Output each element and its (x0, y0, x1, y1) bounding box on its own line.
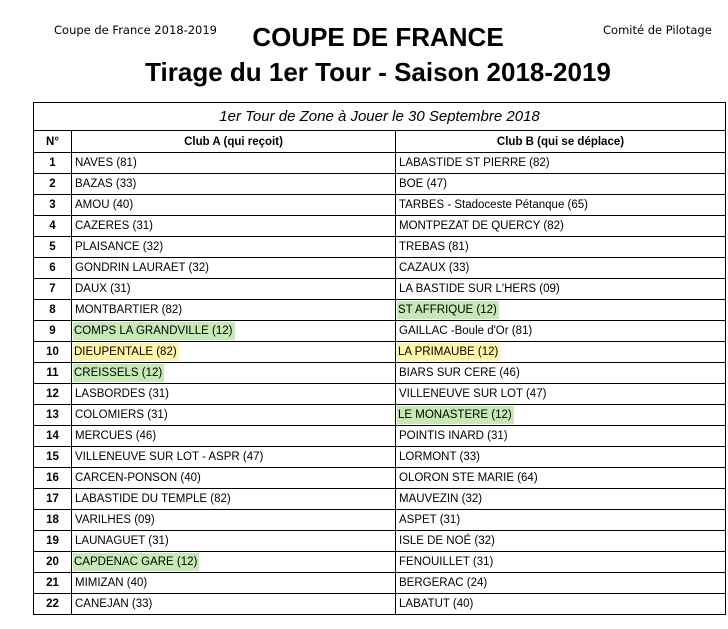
table-row (34, 594, 726, 615)
table-row (34, 342, 726, 363)
table-row (34, 531, 726, 552)
club-b-cell (396, 573, 726, 594)
club-b-cell (396, 195, 726, 216)
club-a-name: MONTBARTIER (82) (75, 304, 183, 316)
club-a-name: BAZAS (33) (75, 178, 137, 190)
club-b-cell (396, 237, 726, 258)
row-number: 17 (34, 489, 72, 510)
club-b-name: ASPET (31) (399, 514, 461, 526)
club-b-cell (396, 384, 726, 405)
row-number: 13 (34, 405, 72, 426)
table-row (34, 552, 726, 573)
club-b-name: LORMONT (33) (399, 451, 480, 463)
club-b-cell (396, 468, 726, 489)
table-row (34, 426, 726, 447)
club-a-name: PLAISANCE (32) (75, 241, 164, 253)
club-b-cell (396, 321, 726, 342)
club-a-cell (72, 573, 396, 594)
club-b-name: CAZAUX (33) (399, 262, 470, 274)
row-number: 10 (34, 342, 72, 363)
club-a-name: VARILHES (09) (75, 514, 155, 526)
club-b-name: BERGERAC (24) (399, 577, 488, 589)
row-number: 1 (34, 153, 72, 174)
club-b-cell (396, 216, 726, 237)
club-a-name: CAZERES (31) (75, 220, 153, 232)
club-a-name: MERCUES (46) (75, 430, 157, 442)
club-b-cell (396, 300, 726, 321)
row-number: 16 (34, 468, 72, 489)
header-right-label: Comité de Pilotage (603, 23, 712, 37)
table-header-row (34, 131, 726, 153)
club-a-cell (72, 153, 396, 174)
club-b-cell (396, 426, 726, 447)
club-b-cell (396, 552, 726, 573)
club-b-cell (396, 489, 726, 510)
row-number: 22 (34, 594, 72, 615)
club-a-cell (72, 594, 396, 615)
club-b-name: TREBAS (81) (399, 241, 469, 253)
club-a-cell (72, 447, 396, 468)
row-number: 15 (34, 447, 72, 468)
club-a-cell (72, 405, 396, 426)
club-b-name: LABASTIDE ST PIERRE (82) (399, 157, 550, 169)
club-a-name: CARCEN-PONSON (40) (75, 472, 201, 484)
club-b-cell (396, 510, 726, 531)
club-a-name: NAVES (81) (75, 157, 137, 169)
row-number: 18 (34, 510, 72, 531)
club-b-cell (396, 363, 726, 384)
club-a-cell (72, 321, 396, 342)
table-row (34, 300, 726, 321)
club-b-name: LE MONASTERE (12) (397, 406, 514, 424)
row-number: 12 (34, 384, 72, 405)
club-a-cell (72, 300, 396, 321)
club-a-name: GONDRIN LAURAET (32) (75, 262, 209, 274)
club-a-cell (72, 426, 396, 447)
row-number: 3 (34, 195, 72, 216)
page-subtitle: Tirage du 1er Tour - Saison 2018-2019 (145, 57, 611, 87)
club-b-name: FENOUILLET (31) (399, 556, 494, 568)
club-b-name: POINTIS INARD (31) (399, 430, 508, 442)
table-row (34, 363, 726, 384)
club-a-cell (72, 342, 396, 363)
club-a-cell (72, 258, 396, 279)
club-a-cell (72, 384, 396, 405)
club-a-name: COMPS LA GRANDVILLE (12) (73, 322, 235, 340)
row-number: 20 (34, 552, 72, 573)
club-a-cell (72, 468, 396, 489)
club-b-cell (396, 174, 726, 195)
club-b-cell (396, 153, 726, 174)
club-b-cell (396, 405, 726, 426)
column-header-club-a: Club A (qui reçoit) (72, 131, 396, 153)
column-header-club-b: Club B (qui se déplace) (396, 131, 726, 153)
row-number: 6 (34, 258, 72, 279)
club-a-cell (72, 216, 396, 237)
club-b-cell (396, 342, 726, 363)
table-row (34, 489, 726, 510)
table-row (34, 216, 726, 237)
club-b-name: VILLENEUVE SUR LOT (47) (399, 388, 547, 400)
table-row (34, 447, 726, 468)
club-a-name: CAPDENAC GARE (12) (73, 553, 199, 571)
club-a-cell (72, 510, 396, 531)
column-header-num: N° (34, 131, 72, 153)
club-a-cell (72, 279, 396, 300)
table-row (34, 174, 726, 195)
club-b-name: TARBES - Stadoceste Pétanque (65) (399, 199, 588, 211)
table-row (34, 195, 726, 216)
club-b-cell (396, 279, 726, 300)
club-b-name: LABATUT (40) (399, 598, 474, 610)
table-row (34, 405, 726, 426)
row-number: 21 (34, 573, 72, 594)
club-b-name: MAUVEZIN (32) (399, 493, 483, 505)
club-a-name: VILLENEUVE SUR LOT - ASPR (47) (75, 451, 264, 463)
row-number: 5 (34, 237, 72, 258)
row-number: 2 (34, 174, 72, 195)
club-a-cell (72, 195, 396, 216)
row-number: 11 (34, 363, 72, 384)
club-a-name: LASBORDES (31) (75, 388, 169, 400)
club-b-name: LA BASTIDE SUR L'HERS (09) (399, 283, 560, 295)
club-a-name: COLOMIERS (31) (75, 409, 168, 421)
table-row (34, 573, 726, 594)
club-a-cell (72, 237, 396, 258)
club-b-name: ISLE DE NOÉ (32) (399, 535, 495, 547)
table-row (34, 468, 726, 489)
row-number: 7 (34, 279, 72, 300)
club-b-name: MONTPEZAT DE QUERCY (82) (399, 220, 564, 232)
row-number: 4 (34, 216, 72, 237)
club-b-cell (396, 258, 726, 279)
club-a-cell (72, 531, 396, 552)
club-a-cell (72, 489, 396, 510)
table-row (34, 321, 726, 342)
club-b-cell (396, 447, 726, 468)
club-a-name: DIEUPENTALE (82) (73, 343, 179, 361)
table-row (34, 510, 726, 531)
row-number: 14 (34, 426, 72, 447)
row-number: 8 (34, 300, 72, 321)
club-b-name: GAILLAC -Boule d'Or (81) (399, 325, 533, 337)
table-row (34, 153, 726, 174)
club-a-cell (72, 552, 396, 573)
club-b-name: ST AFFRIQUE (12) (397, 301, 499, 319)
club-a-name: AMOU (40) (75, 199, 134, 211)
club-a-cell (72, 363, 396, 384)
header-left-label: Coupe de France 2018-2019 (54, 23, 217, 37)
club-b-name: LA PRIMAUBE (12) (397, 343, 500, 361)
table-row (34, 258, 726, 279)
draw-table (33, 102, 726, 615)
club-a-cell (72, 174, 396, 195)
club-b-name: BOE (47) (399, 178, 447, 190)
table-row (34, 237, 726, 258)
club-a-name: LABASTIDE DU TEMPLE (82) (75, 493, 231, 505)
club-a-name: MIMIZAN (40) (75, 577, 148, 589)
club-a-name: CREISSELS (12) (73, 364, 164, 382)
row-number: 19 (34, 531, 72, 552)
table-row (34, 384, 726, 405)
table-caption: 1er Tour de Zone à Jouer le 30 Septembre 2018 (34, 103, 726, 131)
table-caption-row (34, 103, 726, 131)
club-a-name: CANEJAN (33) (75, 598, 153, 610)
row-number: 9 (34, 321, 72, 342)
page-title: COUPE DE FRANCE (252, 22, 504, 52)
club-b-cell (396, 531, 726, 552)
club-b-cell (396, 594, 726, 615)
table-row (34, 279, 726, 300)
club-b-name: BIARS SUR CERE (46) (399, 367, 520, 379)
club-a-name: DAUX (31) (75, 283, 131, 295)
club-b-name: OLORON STE MARIE (64) (399, 472, 538, 484)
club-a-name: LAUNAGUET (31) (75, 535, 169, 547)
